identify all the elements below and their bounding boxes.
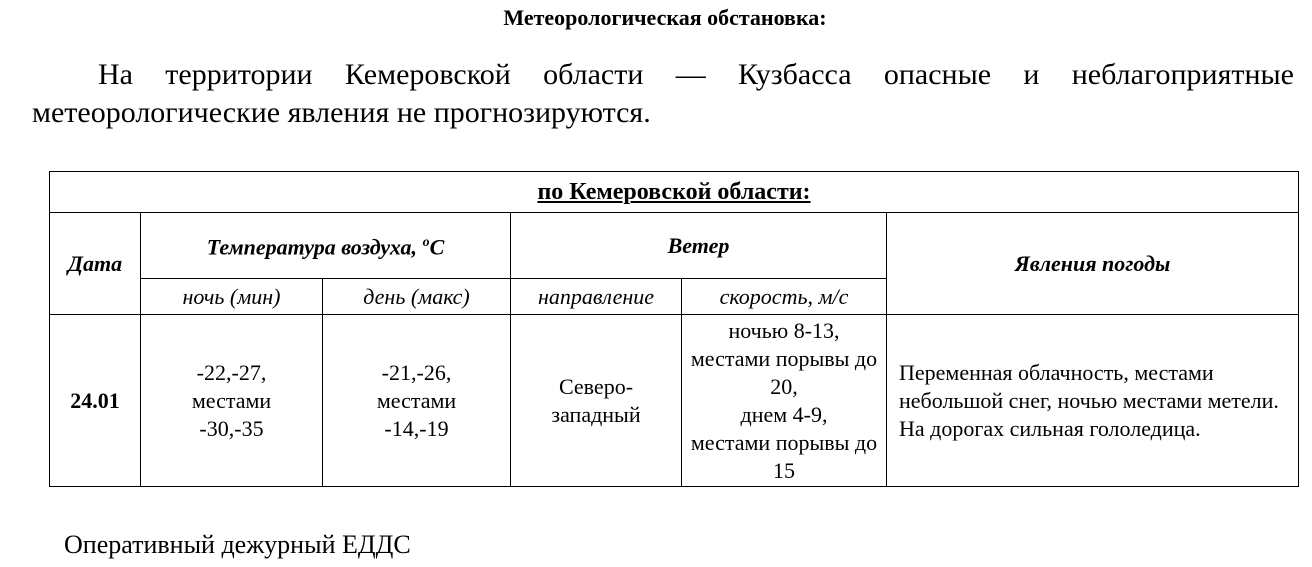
- weather-table: [49, 171, 1299, 487]
- header-temperature: [141, 213, 511, 279]
- header-night-min: ночь (мин): [141, 279, 323, 315]
- header-direction: направление: [511, 279, 682, 315]
- page-heading: Метеорологическая обстановка:: [503, 5, 827, 30]
- header-phenomena: Явления погоды: [887, 213, 1299, 315]
- intro-paragraph: На территории Кемеровской области — Кузбасса опасные и неблагоприятные метеорологические явления не прогнозируются.: [32, 58, 1294, 129]
- header-temperature-degree: о: [422, 235, 430, 251]
- header-date: Дата: [50, 213, 141, 315]
- cell-day-max: -21,-26, местами -14,-19: [323, 315, 511, 487]
- speed-line: ночью 8-13,: [728, 317, 840, 343]
- speed-line: днем 4-9,: [740, 401, 828, 427]
- header-temperature-unit: С: [429, 234, 445, 260]
- speed-line: местами порывы до 20,: [690, 345, 878, 399]
- table-header-row: [50, 213, 1299, 279]
- cell-date: 24.01: [50, 315, 141, 487]
- header-day-max: день (макс): [323, 279, 511, 315]
- header-wind: Ветер: [511, 213, 887, 279]
- cell-night-min: -22,-27, местами -30,-35: [141, 315, 323, 487]
- table-row: [50, 315, 1299, 487]
- footer-signature: Оперативный дежурный ЕДДС: [64, 530, 411, 559]
- cell-phenomena: Переменная облачность, местами небольшой снег, ночью местами метели. На дорогах сильная гололедица.: [887, 315, 1299, 487]
- header-temperature-label: Температура воздуха,: [206, 234, 423, 260]
- speed-line: местами порывы до 15: [690, 429, 878, 483]
- header-speed: скорость, м/с: [682, 279, 887, 315]
- cell-speed: [682, 315, 887, 487]
- table-caption: по Кемеровской области:: [50, 172, 1299, 213]
- table-caption-row: [50, 172, 1299, 213]
- cell-direction: Северо-западный: [511, 315, 682, 487]
